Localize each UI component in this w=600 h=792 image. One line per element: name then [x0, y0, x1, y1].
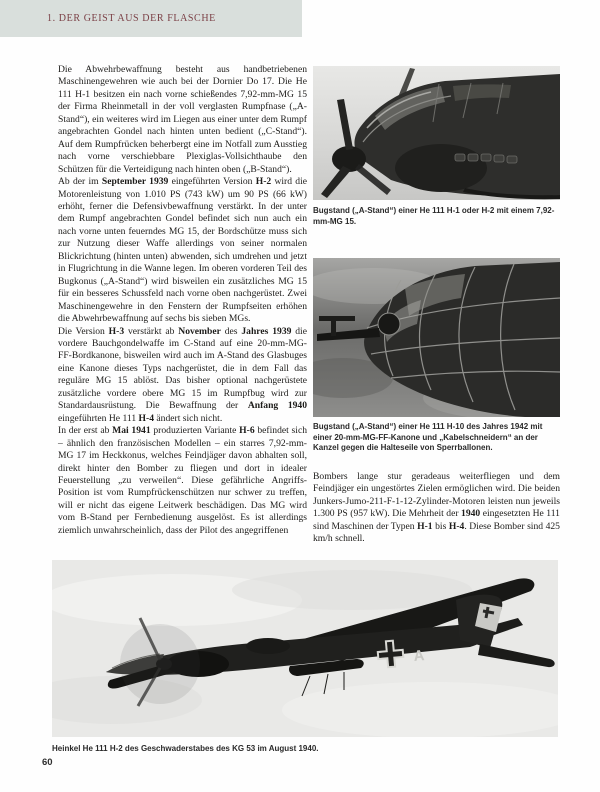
body-text-column-right: [313, 471, 560, 546]
body-text-column: [58, 64, 307, 537]
photo-he111-in-flight-illustration: [52, 560, 558, 737]
caption-photo3: Heinkel He 111 H-2 des Geschwaderstabes des KG 53 im August 1940.: [52, 744, 319, 753]
paragraph-abwehrbewaffnung: Die Abwehrbewaffnung besteht aus handbetriebenen Maschinengewehren wie auch bei der Dornier Do 17. Die He 111 H-1 besitzen ein nach vorne schießendes 7,92-mm-MG 15 der Firma Rheinmetall in der voll verglasten Rumpfnase („A-Stand“), ein weiteres wird im Liegen aus einer unter dem Rumpf angebrachten Gondel nach hinten unten bedient („C-Stand“). Auf dem Rumpfrücken beherbergt eine im Notfall zum Ausstieg nach vorne verschiebbare Plexiglas-Vollsichthaube den Schützen für die Verteidigung nach hinten oben („B-Stand“).: [58, 64, 307, 175]
aircraft-code-letter: A: [412, 647, 426, 665]
photo-bugstand-h10: [313, 258, 560, 417]
photo-bugstand-h10-illustration: [313, 258, 560, 417]
chapter-header-bar: [0, 0, 302, 37]
caption-photo2: Bugstand („A-Stand“) einer He 111 H-10 des Jahres 1942 mit einer 20-mm-MG-FF-Kanone und „Kabelschneidern“ an der Kanzel gegen die Halteseile von Sperrballonen.: [313, 422, 543, 452]
photo-bugstand-h1-h2: [313, 66, 560, 200]
caption-photo1: Bugstand („A-Stand“) einer He 111 H-1 oder H-2 mit einem 7,92-mm-MG 15.: [313, 206, 555, 226]
paragraph-continuation: Bombers lange stur geradeaus weiterfliegen und dem Feindjäger ein ungestörtes Zielen ermöglichen wird. Die beiden Junkers-Jumo-211-F-1-12-Zylinder-Motoren leisten nun jeweils 1.300 PS (957 kW). Die Mehrheit der 1940 eingesetzten He 111 sind Maschinen der Typen H-1 bis H-4. Diese Bomber sind 425 km/h schnell.: [313, 471, 560, 545]
paragraph-version-h3: Die Version H-3 verstärkt ab November des Jahres 1939 die vordere Bauchgondelwaffe im C-Stand auf eine 20-mm-MG-FF-Bordkanone, bisweilen wird auch im A-Stand des Glasbuges eine Kanone dieses Typs nachgerüstet, die in dem Fall das reguläre MG 15 ablöst. Das bisher optional nachgerüstete zusätzliche vordere obere MG 15 im Rumpfbug wird zur Standardausrüstung. Die Bewaffnung der Anfang 1940 eingeführten He 111 H-4 ändert sich nicht.: [58, 325, 308, 424]
photo-he111-in-flight: [52, 560, 558, 737]
photo-bugstand-h1-h2-illustration: [313, 66, 560, 200]
page-number: 60: [42, 757, 53, 768]
paragraph-version-h2: Ab der im September 1939 eingeführten Version H-2 wird die Motorenleistung von 1.010 PS (743 kW) um 90 PS (66 kW) erhöht, ferner die Defensivbewaffnung verstärkt. In der unter dem Rumpf angebrachten Gondel befindet sich nun auch ein nach vorne unten feuerndes MG 15, der Bordschütze muss sich zur Nutzung dieser Waffe allerdings von seiner normalen Blickrichtung (hinten unten) abwenden, sich umdrehen und jetzt in Flugrichtung in die Wanne legen. Im oberen vorderen Teil des Bugkonus („A-Stand“) wird bisweilen ein zusätzliches MG 15 für ein besseres Schussfeld nach vorne oben nachgerüstet. Zwei Maschinengewehre in den Fenstern der Rumpfseiten erhöhen die Abwehrbewaffnung auf sechs bis sieben MGs.: [58, 176, 308, 325]
paragraph-variante-h6: In der erst ab Mai 1941 produzierten Variante H-6 befindet sich – ähnlich den französischen Modellen – ein starres 7,92-mm-MG 17 im Heckkonus, welches Feindjäger davon abhalten soll, direkt hinter den Bomber zu fliegen und dort in idealer Feuerstellung „zu verweilen“. Diese gefährliche Angriffs-Position ist vom Rumpfrückenschützen nur schwer zu treffen, will er nicht das eigene Leitwerk beschädigen. Das MG wird vom B-Stand per Fernbedienung ausgelöst. Es ist allerdings ziemlich unwahrscheinlich, dass der Pilot des angegriffenen: [58, 425, 308, 536]
chapter-title: 1. DER GEIST AUS DER FLASCHE: [47, 13, 216, 24]
